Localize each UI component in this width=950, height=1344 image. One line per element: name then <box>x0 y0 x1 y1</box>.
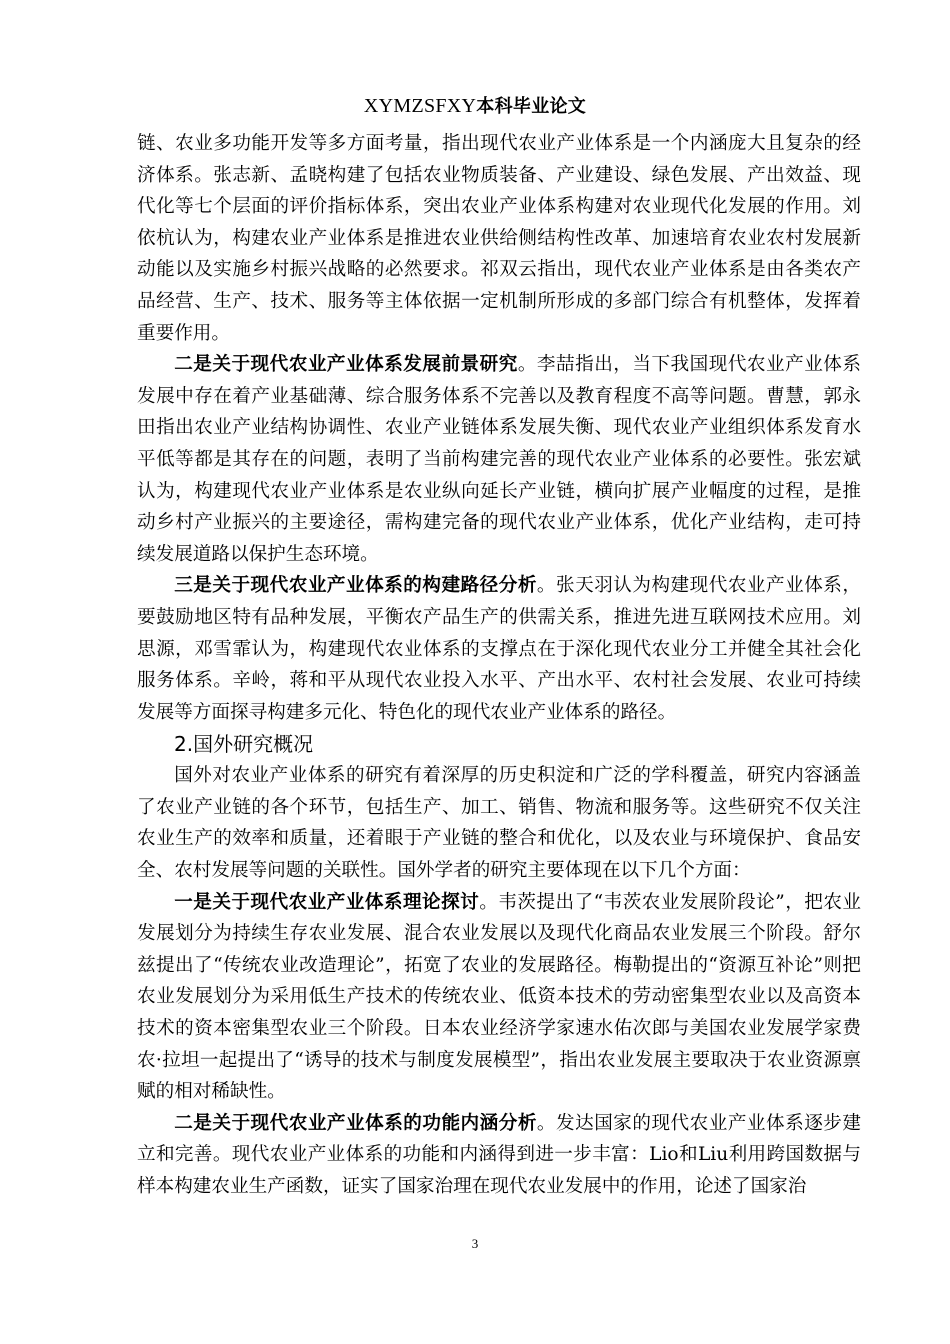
paragraph-lead: 一是关于现代农业产业体系理论探讨 <box>174 891 480 913</box>
paragraph-text: 。发达国家的现代农业产业体系逐步建立和完善。现代农业产业体系的功能和内涵得到进一步丰富：Lio和Liu利用跨国数据与样本构建农业生产函数，证实了国家治理在现代农业发展中的作用，论述了国家治 <box>137 1112 861 1197</box>
header-latin: XYMZSFXY <box>363 95 477 117</box>
paragraph-theory <box>137 887 861 1108</box>
paragraph-continued: 链、农业多功能开发等多方面考量，指出现代农业产业体系是一个内涵庞大且复杂的经济体系。张志新、孟晓构建了包括农业物质装备、产业建设、绿色发展、产出效益、现代化等七个层面的评价指标体系，突出农业产业体系构建对农业现代化发展的作用。刘依杭认为，构建农业产业体系是推进农业供给侧结构性改革、加速培育农业农村发展新动能以及实施乡村振兴战略的必然要求。祁双云指出，现代农业产业体系是由各类农产品经营、生产、技术、服务等主体依据一定机制所形成的多部门综合有机整体，发挥着重要作用。 <box>137 133 861 344</box>
paragraph-text: 。韦茨提出了“韦茨农业发展阶段论”，把农业发展划分为持续生存农业发展、混合农业发展以及现代化商品农业发展三个阶段。舒尔兹提出了“传统农业改造理论”，拓宽了农业的发展路径。梅勒提出的“资源互补论”则把农业发展划分为采用低生产技术的传统农业、低资本技术的劳动密集型农业以及高资本技术的资本密集型农业三个阶段。日本农业经济学家速水佑次郎与美国农业发展学家费农·拉坦一起提出了“诱导的技术与制度发展模型”，指出农业发展主要取决于农业资源禀赋的相对稀缺性。 <box>137 891 861 1103</box>
header-title-cn: 本科毕业论文 <box>476 96 587 117</box>
body-text <box>137 128 861 1203</box>
paragraph-foreign-overview: 国外对农业产业体系的研究有着深厚的历史积淀和广泛的学科覆盖，研究内容涵盖了农业产业链的各个环节，包括生产、加工、销售、物流和服务等。这些研究不仅关注农业生产的效率和质量，还着眼于产业链的整合和优化，以及农业与环境保护、食品安全、农村发展等问题的关联性。国外学者的研究主要体现在以下几个方面： <box>137 765 861 882</box>
paragraph-text: 。李喆指出，当下我国现代农业产业体系发展中存在着产业基础薄、综合服务体系不完善以及教育程度不高等问题。曹慧，郭永田指出农业产业结构协调性、农业产业链体系发展失衡、现代农业产业组织体系发育水平低等都是其存在的问题，表明了当前构建完善的现代农业产业体系的必要性。张宏斌认为，构建现代农业产业体系是农业纵向延长产业链，横向扩展产业幅度的过程，是推动乡村产业振兴的主要途径，需构建完备的现代农业产业体系，优化产业结构，走可持续发展道路以保护生态环境。 <box>137 354 861 565</box>
paragraph-function <box>137 1108 861 1203</box>
section-heading: 2.国外研究概况 <box>174 732 314 757</box>
paragraph-lead: 二是关于现代农业产业体系发展前景研究 <box>174 354 518 376</box>
paragraph-prospects <box>137 349 861 570</box>
paragraph-text: 。张天羽认为构建现代农业产业体系，要鼓励地区特有品种发展，平衡农产品生产的供需关系，推进先进互联网技术应用。刘思源，邓雪霏认为，构建现代农业体系的支撑点在于深化现代农业分工并健全其社会化服务体系。辛岭，蒋和平从现代农业投入水平、产出水平、农村社会发展、农业可持续发展等方面探寻构建多元化、特色化的现代农业产业体系的路径。 <box>137 575 861 723</box>
paragraph-lead: 二是关于现代农业产业体系的功能内涵分析 <box>174 1112 537 1134</box>
page-header <box>0 92 950 118</box>
page-number: 3 <box>471 1236 479 1251</box>
paragraph-construction-path <box>137 570 861 728</box>
paragraph-lead: 三是关于现代农业产业体系的构建路径分析 <box>174 575 537 597</box>
